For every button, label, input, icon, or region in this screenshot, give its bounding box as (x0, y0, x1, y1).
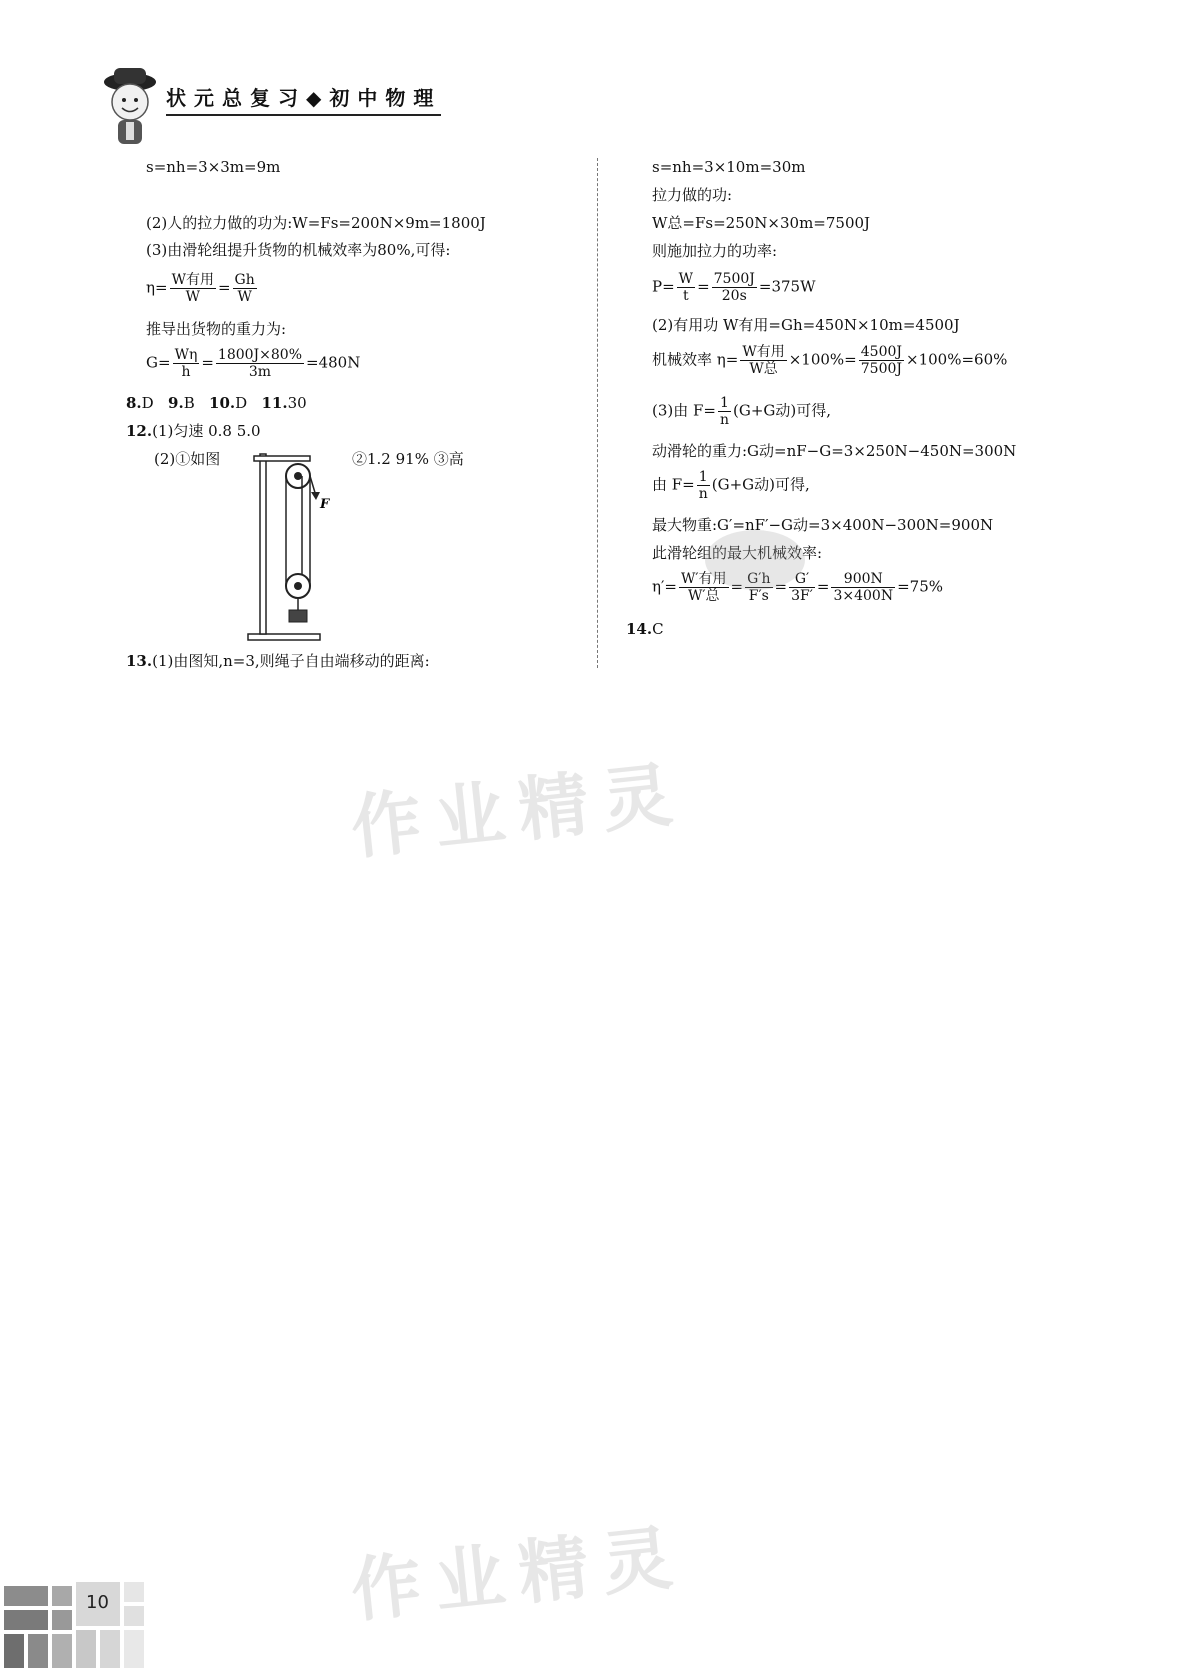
numerator: W有用 (171, 272, 214, 288)
fraction (697, 470, 710, 501)
fraction (831, 572, 895, 603)
formula-text: = (697, 277, 710, 296)
watermark-stamp (705, 530, 805, 590)
fraction (216, 348, 304, 379)
fraction (859, 345, 904, 376)
decor-square (124, 1582, 144, 1602)
decor-square (52, 1610, 72, 1630)
formula-text: (G+G动)可得, (711, 475, 810, 494)
formula-text: P= (652, 277, 675, 296)
text-line: 拉力做的功: (652, 186, 733, 204)
force-relation (652, 470, 810, 501)
answer-13-intro (126, 654, 430, 669)
decor-square (4, 1586, 48, 1606)
question-number: 9. (168, 394, 184, 412)
answer-12-part1 (126, 424, 261, 439)
question-number: 8. (126, 394, 142, 412)
denominator: n (720, 412, 730, 428)
numerator: 7500J (713, 271, 755, 287)
denominator: W′总 (687, 588, 720, 604)
formula-text: 由 F= (652, 475, 695, 494)
decor-square (52, 1634, 72, 1668)
numerator: Wη (174, 347, 198, 363)
scholar-mascot-icon (100, 62, 160, 152)
text-line: s=nh=3×10m=30m (652, 158, 806, 176)
page-number-block (0, 1578, 150, 1670)
formula-text: (G+G动)可得, (733, 401, 832, 420)
text-line: (2)人的拉力做的功为:W=Fs=200N×9m=1800J (146, 214, 486, 232)
text-line: 则施加拉力的功率: (652, 242, 778, 260)
watermark-text: 作业精灵 (347, 1515, 690, 1633)
formula-text: =480N (306, 353, 361, 372)
answer-text: B (183, 394, 195, 412)
question-number: 12. (126, 422, 153, 440)
denominator: 3m (248, 364, 272, 380)
decor-square (76, 1630, 96, 1668)
formula-text: η= (146, 278, 168, 297)
answer-text: (1)由图知,n=3,则绳子自由端移动的距离: (152, 652, 430, 670)
text-line: s=nh=3×3m=9m (146, 158, 281, 176)
formula-text: = (730, 577, 744, 596)
denominator: 3F′ (791, 588, 813, 604)
numerator: 1 (697, 470, 710, 486)
fraction (712, 272, 757, 303)
pulley-system-figure (240, 446, 340, 642)
formula-text: = (201, 353, 214, 372)
answer-text: C (652, 620, 664, 638)
denominator: 20s (721, 288, 747, 304)
force-label: F (320, 497, 330, 512)
text-line: 动滑轮的重力:G动=nF−G=3×250N−450N=300N (652, 442, 1017, 460)
text-line: (3)由滑轮组提升货物的机械效率为80%,可得: (146, 241, 451, 259)
numerator: W′有用 (680, 571, 727, 587)
denominator: 7500J (860, 361, 902, 377)
page-title: 状元总复习◆初中物理 (166, 82, 441, 116)
numerator: 900N (831, 572, 895, 588)
denominator: 3×400N (833, 588, 894, 604)
weight-formula (146, 348, 360, 379)
question-number: 10. (209, 394, 236, 412)
formula-text: =375W (758, 277, 816, 296)
text-line: 此滑轮组的最大机械效率: (652, 544, 823, 562)
denominator: W (185, 289, 200, 305)
fraction (718, 396, 731, 427)
denominator: t (683, 288, 689, 304)
column-divider (597, 158, 598, 668)
question-number: 13. (126, 652, 153, 670)
answer-text: (1)匀速 0.8 5.0 (152, 422, 261, 440)
answers-8-11 (126, 396, 307, 411)
efficiency-formula (146, 273, 259, 304)
page-number: 10 (86, 1592, 109, 1613)
question-number: 14. (626, 620, 653, 638)
decor-square (4, 1610, 48, 1630)
answer-text: 30 (287, 394, 307, 412)
power-formula (652, 272, 816, 303)
numerator: 1800J×80% (217, 347, 303, 363)
fraction (740, 345, 786, 376)
formula-text: = (217, 278, 231, 297)
numerator: G′ (789, 572, 815, 588)
numerator: 1 (718, 396, 731, 412)
fraction (233, 273, 257, 304)
watermark-text: 作业精灵 (347, 752, 690, 870)
answer-12-part2b: ②1.2 91% ③高 (352, 450, 464, 468)
fraction (677, 272, 695, 303)
max-efficiency-formula (652, 572, 943, 603)
answer-text: D (141, 394, 154, 412)
page-header (100, 62, 500, 152)
efficiency-formula (652, 345, 1007, 376)
numerator: G′h (747, 571, 771, 587)
denominator: h (181, 364, 191, 380)
answer-text: D (235, 394, 248, 412)
numerator: 4500J (860, 344, 902, 360)
fraction (173, 348, 200, 379)
formula-text: 机械效率 η= (652, 350, 739, 369)
denominator: W总 (749, 361, 778, 377)
formula-text: ×100%= (788, 350, 857, 369)
decor-square (28, 1634, 48, 1668)
denominator: n (698, 486, 708, 502)
numerator: W (678, 271, 694, 287)
force-relation (652, 396, 831, 427)
numerator: W有用 (742, 344, 785, 360)
formula-text: (3)由 F= (652, 401, 716, 420)
numerator: Gh (234, 272, 255, 288)
formula-text: = (774, 577, 788, 596)
decor-square (124, 1606, 144, 1626)
decor-square (124, 1630, 144, 1668)
formula-text: =75% (897, 577, 944, 596)
formula-text: G= (146, 353, 171, 372)
text-line: 推导出货物的重力为: (146, 320, 287, 338)
text-line: 最大物重:G′=nF′−G动=3×400N−300N=900N (652, 516, 994, 534)
formula-text: ×100%=60% (906, 350, 1008, 369)
decor-square (52, 1586, 72, 1606)
text-line: W总=Fs=250N×30m=7500J (652, 214, 871, 232)
decor-square (100, 1630, 120, 1668)
answer-12-part2a: (2)①如图 (154, 450, 221, 468)
denominator: F′s (748, 588, 769, 604)
answer-14 (626, 622, 664, 637)
fraction (170, 273, 216, 304)
denominator: W (237, 289, 252, 305)
question-number: 11. (261, 394, 288, 412)
formula-text: η′= (652, 577, 677, 596)
text-line: (2)有用功 W有用=Gh=450N×10m=4500J (652, 316, 960, 334)
decor-square (4, 1634, 24, 1668)
formula-text: = (816, 577, 830, 596)
